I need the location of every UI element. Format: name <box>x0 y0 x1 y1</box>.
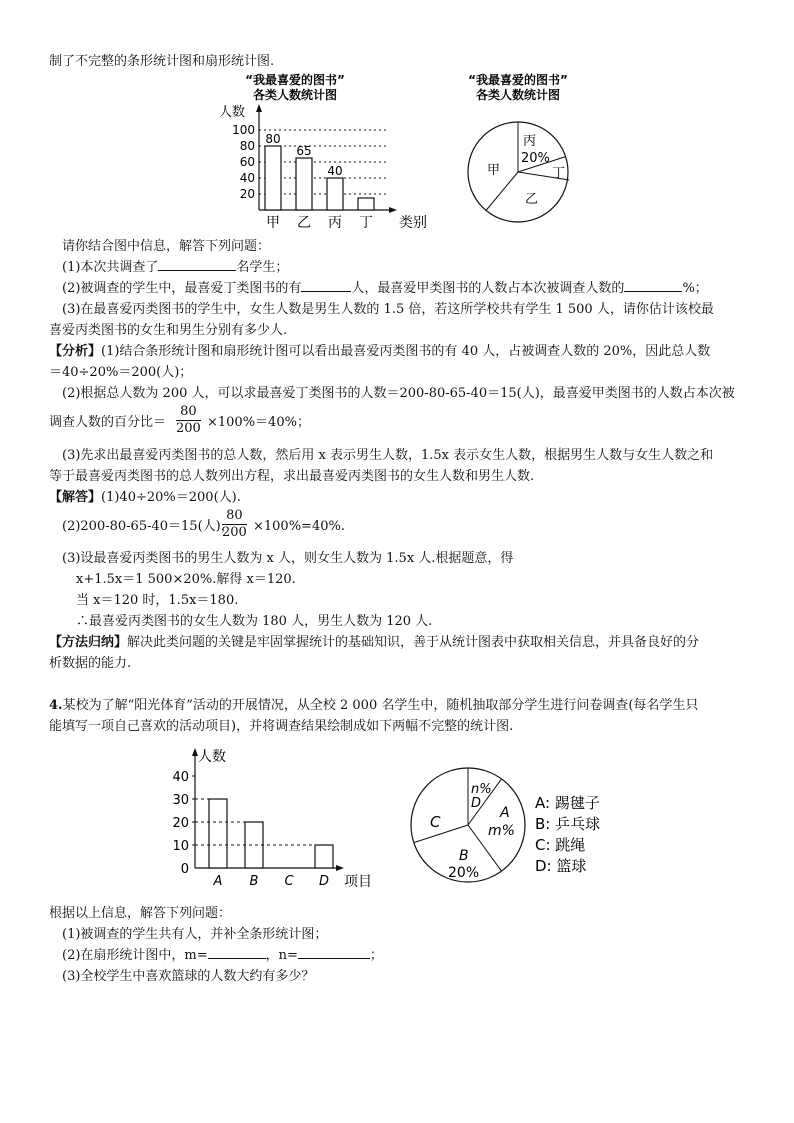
intro-line: 制了不完整的条形统计图和扇形统计图. <box>49 54 275 69</box>
chart3-y-tick: 0 <box>180 862 189 877</box>
question-2: (2)被调查的学生中，最喜爱丁类图书的有 人，最喜爱甲类图书的人数占本次被调查人数的 %； <box>62 281 708 296</box>
chart4-label-c: C <box>430 813 441 831</box>
chart1-y-arrow <box>256 104 262 112</box>
solution-line-4: x+1.5x＝1 500×20%.解得 x＝120. <box>76 572 296 587</box>
chart1-bar <box>358 198 374 210</box>
chart3-category: A <box>213 874 223 889</box>
solution-line-2b: ×100%=40%. <box>253 519 345 534</box>
chart1-bar <box>265 146 281 210</box>
q4-prompt: 根据以上信息，解答下列问题： <box>49 906 232 921</box>
chart4-label-a: A <box>500 805 510 821</box>
chart2-label-pct: 20% <box>521 151 550 166</box>
chart3-x-arrow <box>336 865 344 871</box>
chart1-category: 甲 <box>266 215 280 231</box>
method-tag: 【方法归纳】 <box>49 635 128 650</box>
bar-chart-activities <box>168 743 393 893</box>
chart4-legend-d: D: 篮球 <box>535 857 587 875</box>
question-3-line-2: 喜爱丙类图书的女生和男生分别有多少人. <box>49 323 288 338</box>
chart1-y-tick: 40 <box>239 171 255 185</box>
chart1-bar <box>296 158 312 210</box>
solution-line-5: 当 x＝120 时，1.5x＝180. <box>76 593 239 608</box>
analysis-line-4a: 调查人数的百分比＝ <box>49 415 167 430</box>
question-3-line-1: (3)在最喜爱丙类图书的学生中，女生人数是男生人数的 1.5 倍，若这所学校共有学生 1 500 人，请你估计该校最 <box>62 302 714 317</box>
chart3-category: C <box>284 874 294 889</box>
analysis-fraction: $\frac{80}{200}$ <box>176 404 201 436</box>
method-line-1: 【方法归纳】解决此类问题的关键是牢固掌握统计的基础知识，善于从统计图表中获取相关信息，并具备良好的分 <box>49 635 700 650</box>
chart4-legend-b: B: 乒乓球 <box>535 815 601 833</box>
solution-line-1: 【解答】(1)40÷20%＝200(人). <box>49 490 241 505</box>
chart1-y-tick: 20 <box>239 187 255 201</box>
q4-line-1: 4.某校为了解“阳光体育”活动的开展情况，从全校 2 000 名学生中，随机抽取部分学生进行问卷调查(每名学生只 <box>49 698 699 713</box>
q4-line-2: 能填写一项自己喜欢的活动项目)，并将调查结果绘制成如下两幅不完整的统计图. <box>49 719 514 734</box>
chart2-label-ding: 丁 <box>552 166 566 181</box>
chart3-xlabel: 项目 <box>344 874 372 890</box>
solution-fraction: $\frac{80}{200}$ <box>222 508 247 540</box>
chart1-title-2: 各类人数统计图 <box>252 88 338 102</box>
chart4-label-n: n% <box>471 782 492 797</box>
chart3-y-tick: 40 <box>172 770 189 785</box>
method-line-2: 析数据的能力. <box>49 656 132 671</box>
pie-chart-activities <box>405 765 645 890</box>
chart1-x-arrow <box>389 207 397 213</box>
chart1-title-1: “我最喜爱的图书” <box>245 73 345 87</box>
chart3-bar <box>209 799 227 868</box>
q4-number: 4. <box>49 698 63 713</box>
question-prompt: 请你结合图中信息，解答下列问题： <box>62 239 271 254</box>
analysis-line-5: (3)先求出最喜爱丙类图书的总人数，然后用 x 表示男生人数，1.5x 表示女生人数，根据男生人数与女生人数之和 <box>62 448 714 463</box>
chart3-category: B <box>249 874 259 889</box>
chart4-radius-4 <box>414 825 468 843</box>
pie-chart-books <box>455 70 585 230</box>
chart3-bar <box>245 822 263 868</box>
solution-line-3: (3)设最喜爱丙类图书的男生人数为 x 人，则女生人数为 1.5x 人.根据题意，得 <box>62 551 514 566</box>
chart3-category: D <box>318 874 330 889</box>
chart3-y-tick: 10 <box>172 839 189 854</box>
chart4-label-d: D <box>471 796 482 811</box>
chart2-label-bing: 丙 <box>523 134 537 149</box>
chart4-label-m: m% <box>488 823 515 839</box>
chart1-category: 乙 <box>297 215 311 231</box>
chart2-label-yi: 乙 <box>525 192 539 207</box>
chart3-bar <box>315 845 333 868</box>
chart1-category: 丁 <box>359 215 373 231</box>
solution-tag: 【解答】 <box>49 490 102 505</box>
chart1-ylabel: 人数 <box>219 105 246 120</box>
solution-line-6: ∴最喜爱丙类图书的女生人数为 180 人，男生人数为 120 人. <box>76 614 433 629</box>
chart1-category: 丙 <box>328 215 342 231</box>
analysis-line-6: 等于最喜爱丙类图书的总人数列出方程，求出最喜爱丙类图书的女生人数和男生人数. <box>49 469 535 484</box>
chart1-value-label: 80 <box>265 132 281 146</box>
chart2-label-jia: 甲 <box>487 163 501 178</box>
chart2-title-2: 各类人数统计图 <box>475 88 561 102</box>
chart1-y-tick: 100 <box>232 123 255 137</box>
analysis-line-2: ＝40÷20%＝200(人)； <box>49 365 193 380</box>
q4-sub-3: (3)全校学生中喜欢篮球的人数大约有多少？ <box>62 969 315 984</box>
chart3-y-tick: 30 <box>172 793 189 808</box>
chart1-y-tick: 80 <box>239 139 255 153</box>
analysis-line-1: 【分析】(1)结合条形统计图和扇形统计图可以看出最喜爱丙类图书的有 40 人，占被调查人数的 20%，因此总人数 <box>49 344 711 359</box>
q4-sub-2: (2)在扇形统计图中，m= ，n= ； <box>62 948 383 963</box>
analysis-line-4b: ×100%＝40%； <box>207 415 310 430</box>
bar-chart-books <box>215 70 445 235</box>
solution-line-2a: (2)200-80-65-40＝15(人)， <box>62 519 234 534</box>
chart1-y-tick: 60 <box>239 155 255 169</box>
chart4-legend-a: A: 踢毽子 <box>535 794 600 812</box>
chart4-legend-c: C: 跳绳 <box>535 836 586 854</box>
chart3-ylabel: 人数 <box>198 749 226 765</box>
chart4-label-20: 20% <box>448 865 480 881</box>
q4-sub-1: (1)被调查的学生共有人，并补全条形统计图； <box>62 927 328 942</box>
analysis-line-3: (2)根据总人数为 200 人，可以求最喜爱丁类图书的人数＝200-80-65-40＝15(人)，最喜爱甲类图书的人数占本次被 <box>62 386 735 401</box>
chart4-label-b: B <box>459 848 469 864</box>
analysis-tag: 【分析】 <box>49 344 102 359</box>
chart2-title-1: “我最喜爱的图书” <box>468 73 568 87</box>
question-1: (1)本次共调查了 名学生； <box>62 260 289 275</box>
chart1-value-label: 65 <box>296 144 312 158</box>
chart1-xlabel: 类别 <box>399 215 427 231</box>
chart1-bar <box>327 178 343 210</box>
chart1-value-label: 40 <box>327 164 343 178</box>
chart3-y-tick: 20 <box>172 816 189 831</box>
